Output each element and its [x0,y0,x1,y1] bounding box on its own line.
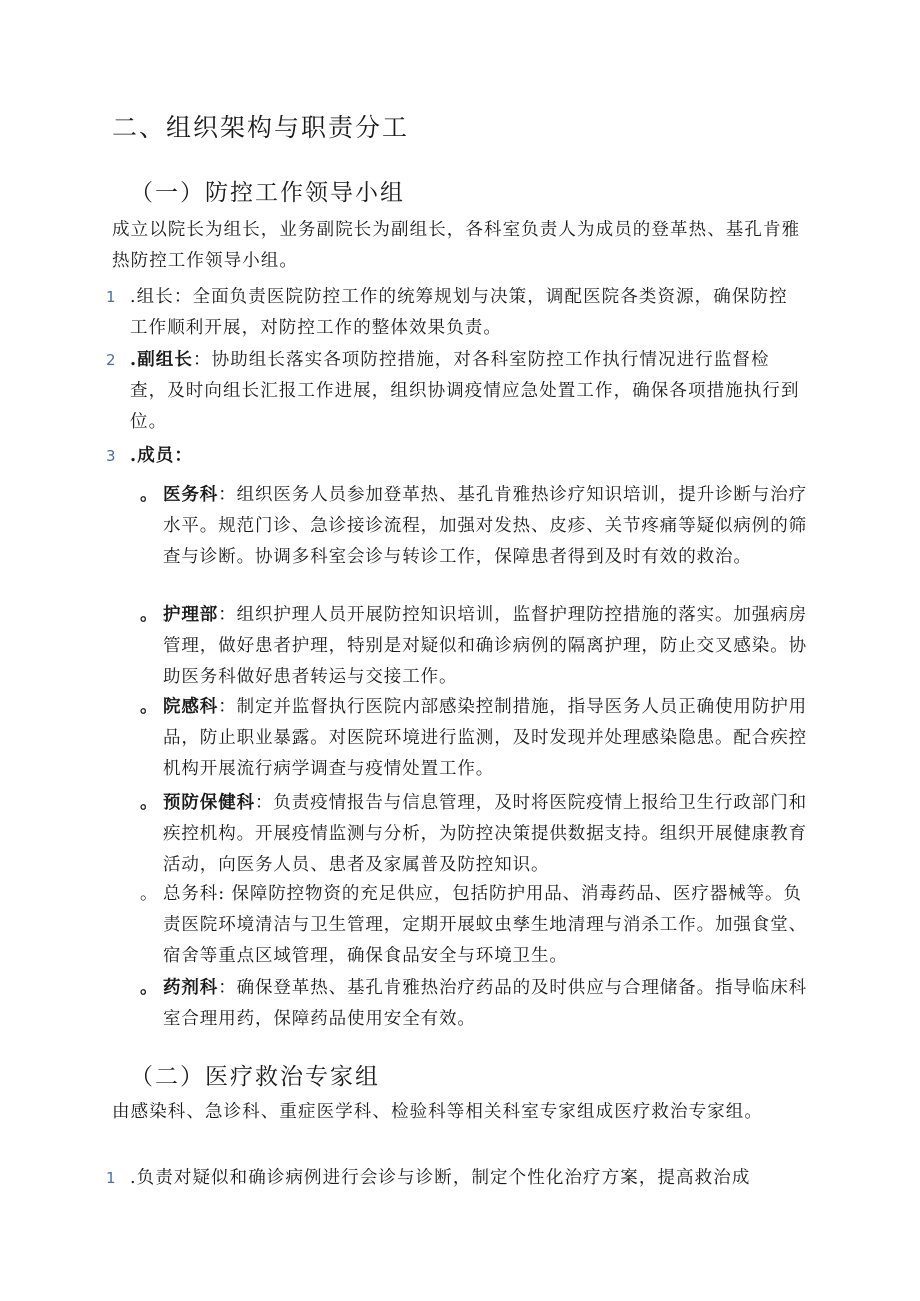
list-item-deputy-leader: .副组长：协助组长落实各项防控措施，对各科室防控工作执行情况进行监督检查，及时向组长汇报工作进展，组织协调疫情应急处置工作，确保各项措施执行到位。 [130,350,800,432]
expert-group-intro: 由感染科、急诊科、重症医学科、检验科等相关科室专家组成医疗救治专家组。 [112,1102,763,1122]
member-general-affairs: 总务科: 保障防控物资的充足供应，包括防护用品、消毒药品、医疗器械等。负责医院环境清洁与卫生管理，定期开展蚊虫孳生地清理与消杀工作。加强食堂、宿舍等重点区域管理，确保食品安全与环境卫生。 [163,884,807,966]
bullet-marker: 。 [140,884,158,904]
bullet-marker: 。 [140,485,158,505]
list-number-3: 3 [106,447,116,465]
member-preventive-care: 预防保健科：负责疫情报告与信息管理，及时将医院疫情上报给卫生行政部门和疾控机构。开展疫情监测与分析，为防控决策提供数据支持。组织开展健康教育活动，向医务人员、患者及家属普及防控知识。 [163,793,807,875]
member-infection-control: 院感科：制定并监督执行医院内部感染控制措施，指导医务人员正确使用防护用品，防止职业暴露。对医院环境进行监测，及时发现并处理感染隐患。配合疾控机构开展流行病学调查与疫情处置工作。 [163,697,808,779]
leadership-group-intro: 成立以院长为组长，业务副院长为副组长，各科室负责人为成员的登革热、基孔肯雅热防控工作领导小组。 [112,220,801,271]
list-item-consultation: .负责对疑似和确诊病例进行会诊与诊断，制定个性化治疗方案，提高救治成 [130,1168,751,1188]
member-nursing: 护理部：组织护理人员开展防控知识培训，监督护理防控措施的落实。加强病房管理，做好患者护理，特别是对疑似和确诊病例的隔离护理，防止交叉感染。协助医务科做好患者转运与交接工作。 [163,605,808,687]
bullet-marker: 。 [140,605,158,625]
subsection-heading-2: （二）医疗救治专家组 [130,1064,380,1090]
subsection-heading-1: （一）防控工作领导小组 [130,180,405,206]
list-number-2: 2 [106,351,116,369]
list-number-1: 1 [106,1169,116,1187]
list-item-leader: .组长：全面负责医院防控工作的统筹规划与决策，调配医院各类资源，确保防控工作顺利开展，对防控工作的整体效果负责。 [130,287,788,338]
section-title: 二、组织架构与职责分工 [112,113,410,142]
bullet-marker: 。 [140,978,158,998]
bullet-marker: 。 [140,697,158,717]
list-item-members: .成员： [130,446,194,466]
list-number-1: 1 [106,288,116,306]
member-pharmacy: 药剂科：确保登革热、基孔肯雅热治疗药品的及时供应与合理储备。指导临床科室合理用药，保障药品使用安全有效。 [163,978,808,1029]
bullet-marker: 。 [140,793,158,813]
member-medical-affairs: 医务科：组织医务人员参加登革热、基孔肯雅热诊疗知识培训，提升诊断与治疗水平。规范门诊、急诊接诊流程，加强对发热、皮疹、关节疼痛等疑似病例的筛查与诊断。协调多科室会诊与转诊工作，保障患者得到及时有效的救治。 [163,485,808,567]
